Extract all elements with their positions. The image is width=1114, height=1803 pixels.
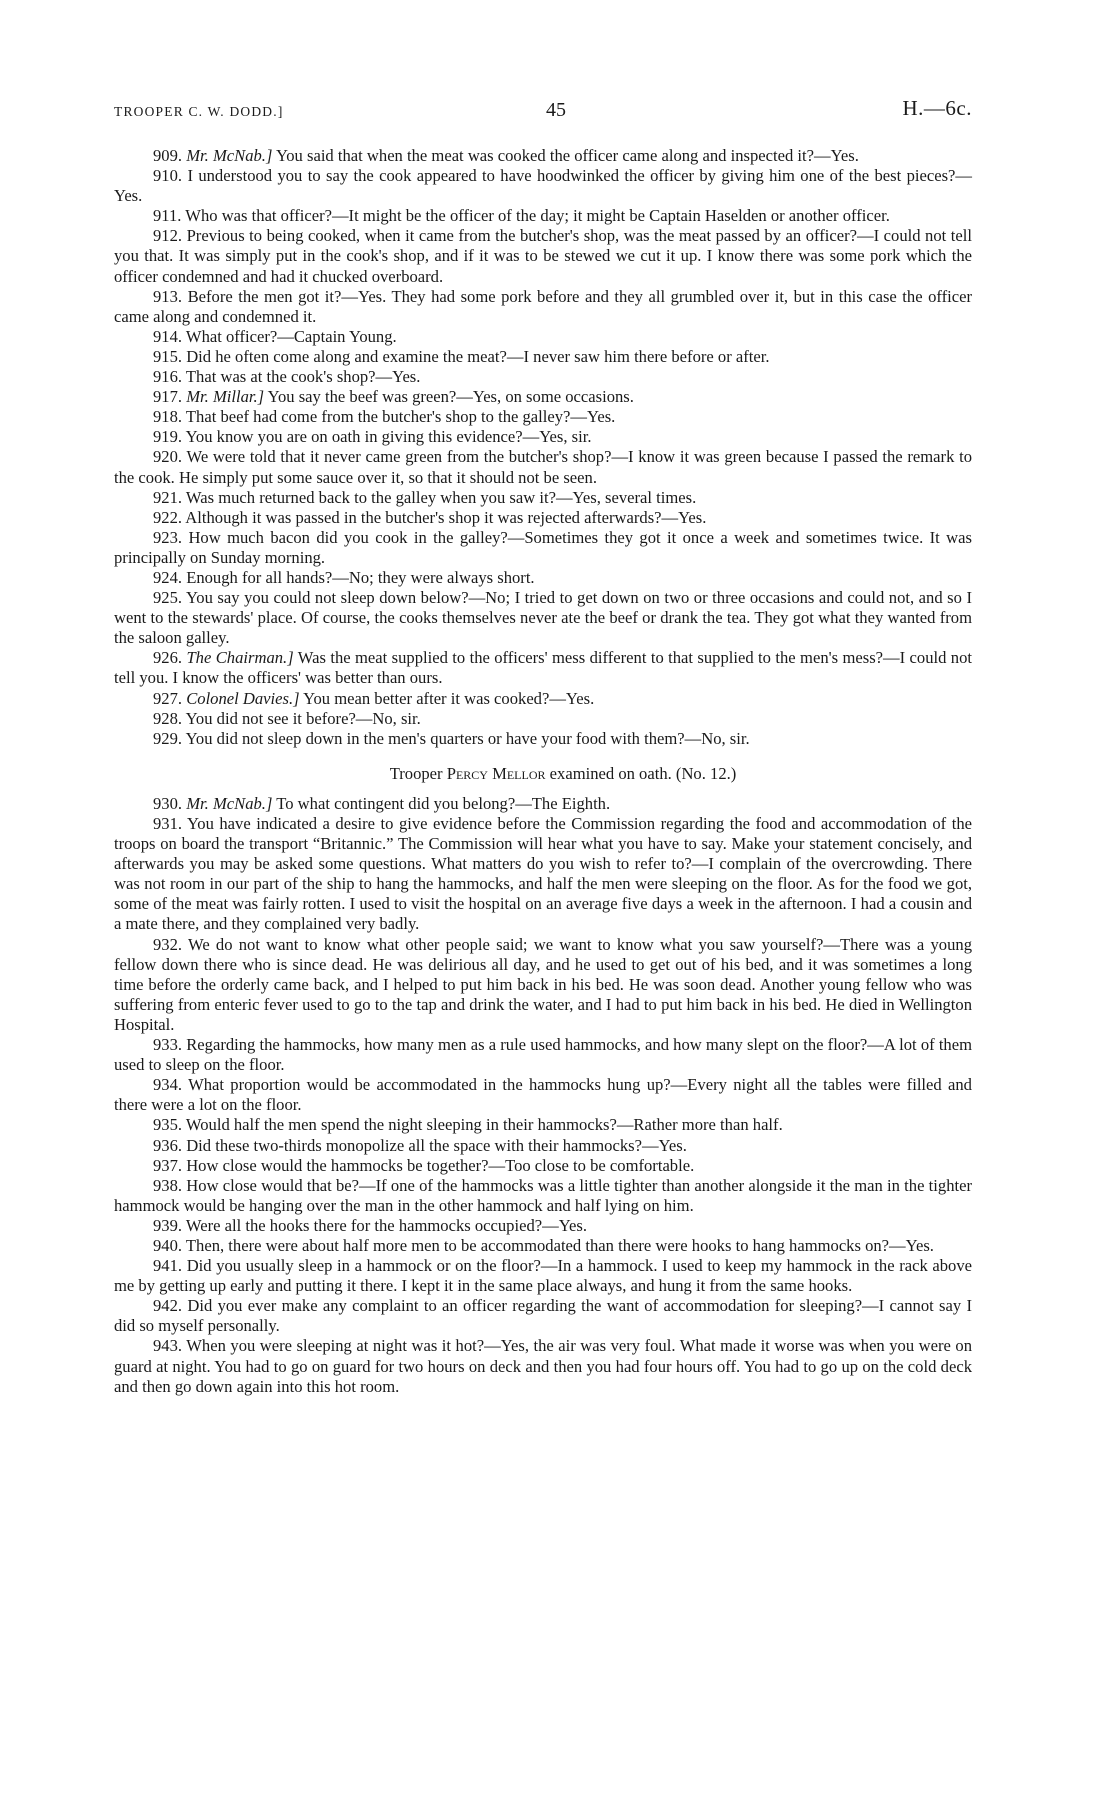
question-paragraph bbox=[114, 648, 972, 688]
question-number: 917. bbox=[153, 387, 183, 407]
question-number: 909. bbox=[153, 146, 183, 165]
question-paragraph bbox=[114, 488, 972, 508]
question-text: Did you ever make any complaint to an officer regarding the want of accommodation for sleeping?—I cannot say I did so myself personally. bbox=[114, 1296, 972, 1336]
question-number: 911. bbox=[153, 206, 182, 226]
question-number: 929. bbox=[153, 728, 183, 748]
question-text: How close would the hammocks be together?—Too close to be comfortable. bbox=[186, 1155, 695, 1175]
question-text: How close would that be?—If one of the hammocks was a little tighter than another alongside it the man in the tighter hammock would be hanging over the man in the other hammock and half lying on him. bbox=[114, 1175, 972, 1215]
question-paragraph bbox=[114, 1075, 972, 1115]
question-paragraph bbox=[114, 226, 972, 286]
question-number: 915. bbox=[153, 346, 183, 366]
question-text: Then, there were about half more men to be accommodated than there were hooks to hang hammocks on?—Yes. bbox=[185, 1235, 934, 1255]
question-number: 928. bbox=[153, 708, 183, 728]
question-text: You did not sleep down in the men's quarters or have your food with them?—No, sir. bbox=[185, 728, 750, 748]
question-paragraph bbox=[114, 206, 972, 226]
question-number: 916. bbox=[153, 367, 183, 387]
question-text: You have indicated a desire to give evidence before the Commission regarding the food and accommodation of the troops on board the transport “Britannic.” The Commission will hear what you have to say. Make your statement concisely, and afterwards you may be asked some questions. What matters do you wish to refer to?—I complain of the overcrowding. There was not room in our part of the ship to hang the hammocks, and half the men were sleeping on the floor. As for the food we got, some of the meat was fairly rotten. I used to visit the hospital on an average five days a week in the afternoon. I had a cousin and a mate there, and they complained very badly. bbox=[114, 814, 972, 934]
speaker-name: Mr. Millar.] bbox=[186, 387, 265, 407]
page-header bbox=[114, 96, 972, 124]
question-number: 923. bbox=[153, 527, 183, 547]
question-number: 934. bbox=[153, 1075, 183, 1095]
question-paragraph bbox=[114, 508, 972, 528]
document-reference: H.—6c. bbox=[902, 96, 972, 120]
question-text: When you were sleeping at night was it hot?—Yes, the air was very foul. What made it worse was when you were on guard at night. You had to go on guard for two hours on deck and then you had four hours off. You had to go up on the cold deck and then go down again into this hot room. bbox=[114, 1336, 972, 1396]
question-number: 924. bbox=[153, 567, 183, 587]
question-text: Was the meat supplied to the officers' mess different to that supplied to the men's mess?—I could not tell you. I know the officers' was better than ours. bbox=[114, 648, 973, 688]
question-number: 912. bbox=[153, 226, 183, 246]
question-text: What proportion would be accommodated in the hammocks hung up?—Every night all the tables were filled and there were a lot on the floor. bbox=[114, 1075, 972, 1115]
question-paragraph bbox=[114, 1156, 972, 1176]
question-paragraph bbox=[114, 528, 972, 568]
question-text: How much bacon did you cook in the galley?—Sometimes they got it once a week and sometimes twice. It was principally on Sunday morning. bbox=[114, 527, 972, 567]
question-text: You say you could not sleep down below?—No; I tried to get down on two or three occasions and could not, and so I went to the stewards' place. Of course, the cooks themselves never ate the beef or drank the tea. They got what they wanted from the saloon galley. bbox=[114, 588, 972, 648]
question-number: 940. bbox=[153, 1235, 183, 1255]
question-paragraph bbox=[114, 935, 972, 1035]
question-number: 933. bbox=[153, 1035, 183, 1055]
question-number: 936. bbox=[153, 1135, 183, 1155]
question-paragraph bbox=[114, 1176, 972, 1216]
question-paragraph bbox=[114, 287, 972, 327]
question-paragraph bbox=[114, 387, 972, 407]
question-text: Regarding the hammocks, how many men as a rule used hammocks, and how many slept on the floor?—A lot of them used to sleep on the floor. bbox=[114, 1035, 972, 1075]
question-text: I understood you to say the cook appeared to have hoodwinked the officer by giving him one of the best pieces?—Yes. bbox=[114, 166, 973, 206]
question-paragraph bbox=[114, 1035, 972, 1075]
question-number: 939. bbox=[153, 1215, 183, 1235]
question-paragraph bbox=[114, 327, 972, 347]
question-text: That beef had come from the butcher's shop to the galley?—Yes. bbox=[185, 407, 616, 427]
question-paragraph bbox=[114, 447, 972, 487]
question-paragraph bbox=[114, 146, 972, 166]
question-text: Previous to being cooked, when it came from the butcher's shop, was the meat passed by an officer?—I could not tell you that. It was simply put in the cook's shop, and if it was to be stewed we cut it up. I know there was some pork which the officer condemned and had it chucked overboard. bbox=[114, 226, 972, 286]
question-text: That was at the cook's shop?—Yes. bbox=[185, 367, 421, 387]
question-number: 926. bbox=[153, 648, 183, 668]
question-paragraph bbox=[114, 407, 972, 427]
question-paragraph bbox=[114, 367, 972, 387]
question-paragraph bbox=[114, 166, 972, 206]
question-number: 919. bbox=[153, 427, 183, 447]
question-text: You mean better after it was cooked?—Yes. bbox=[299, 688, 595, 708]
question-number: 937. bbox=[153, 1155, 183, 1175]
question-number: 920. bbox=[153, 447, 183, 467]
witness-name: Percy Mellor bbox=[446, 763, 546, 783]
question-number: 921. bbox=[153, 487, 183, 507]
question-text: You say the beef was green?—Yes, on some occasions. bbox=[264, 387, 634, 407]
question-paragraph bbox=[114, 794, 972, 814]
question-paragraph bbox=[114, 1216, 972, 1236]
question-text: What officer?—Captain Young. bbox=[185, 326, 397, 346]
question-number: 938. bbox=[153, 1175, 183, 1195]
question-paragraph bbox=[114, 1136, 972, 1156]
question-paragraph bbox=[114, 729, 972, 749]
question-number: 913. bbox=[153, 286, 183, 306]
question-paragraph bbox=[114, 1256, 972, 1296]
question-text: Did he often come along and examine the meat?—I never saw him there before or after. bbox=[186, 346, 770, 366]
question-text: Were all the hooks there for the hammocks occupied?—Yes. bbox=[185, 1215, 588, 1235]
page-number: 45 bbox=[546, 99, 566, 121]
question-paragraph bbox=[114, 427, 972, 447]
question-paragraph bbox=[114, 1236, 972, 1256]
question-paragraph bbox=[114, 1296, 972, 1336]
question-text: Did you usually sleep in a hammock or on the floor?—In a hammock. I used to keep my hammock in the rack above me by getting up early and putting it there. I kept it in the same place always, and hung it from the same hooks. bbox=[114, 1256, 972, 1296]
question-text: Did these two-thirds monopolize all the space with their hammocks?—Yes. bbox=[186, 1135, 687, 1155]
speaker-name: Mr. McNab.] bbox=[186, 793, 273, 813]
question-number: 918. bbox=[153, 407, 183, 427]
question-paragraph bbox=[114, 709, 972, 729]
testimony-mellor bbox=[114, 794, 972, 1397]
speaker-name: Mr. McNab.] bbox=[186, 146, 273, 165]
section-heading bbox=[114, 764, 972, 784]
heading-suffix: examined on oath. (No. 12.) bbox=[545, 763, 737, 783]
question-text: Was much returned back to the galley when you saw it?—Yes, several times. bbox=[185, 487, 697, 507]
question-paragraph bbox=[114, 814, 972, 935]
question-paragraph bbox=[114, 1115, 972, 1135]
question-paragraph bbox=[114, 588, 972, 648]
heading-prefix: Trooper bbox=[389, 763, 447, 783]
question-number: 943. bbox=[153, 1336, 183, 1356]
question-number: 927. bbox=[153, 688, 183, 708]
question-number: 930. bbox=[153, 793, 183, 813]
speaker-name: Colonel Davies.] bbox=[186, 688, 300, 708]
speaker-name: The Chairman.] bbox=[186, 648, 294, 668]
question-paragraph bbox=[114, 1336, 972, 1396]
testimony-dodd bbox=[114, 146, 972, 749]
question-paragraph bbox=[114, 689, 972, 709]
question-text: We were told that it never came green from the butcher's shop?—I know it was green because I passed the remark to the cook. He simply put some sauce over it, so that it should not be seen. bbox=[114, 447, 972, 487]
question-text: Would half the men spend the night sleeping in their hammocks?—Rather more than half. bbox=[185, 1115, 783, 1135]
question-text: Enough for all hands?—No; they were always short. bbox=[186, 567, 535, 587]
question-text: Although it was passed in the butcher's shop it was rejected afterwards?—Yes. bbox=[185, 507, 707, 527]
question-paragraph bbox=[114, 347, 972, 367]
question-number: 910. bbox=[153, 166, 183, 186]
running-head: TROOPER C. W. DODD.] bbox=[114, 104, 284, 119]
question-text: We do not want to know what other people said; we want to know what you saw yourself?—There was a young fellow down there who is since dead. He was delirious all day, and he used to get out of his bed, and it was sometimes a long time before the orderly came back, and I helped to put him back in his bed. He was soon dead. Another young fellow who was suffering from enteric fever used to go to the tap and drink the water, and I had to put him back in his bed. He died in Wellington Hospital. bbox=[114, 934, 972, 1034]
question-text: Who was that officer?—It might be the officer of the day; it might be Captain Haselden or another officer. bbox=[185, 206, 890, 226]
question-number: 935. bbox=[153, 1115, 183, 1135]
question-text: You know you are on oath in giving this evidence?—Yes, sir. bbox=[185, 427, 592, 447]
question-text: You did not see it before?—No, sir. bbox=[185, 708, 421, 728]
question-number: 914. bbox=[153, 326, 183, 346]
question-text: You said that when the meat was cooked the officer came along and inspected it?—Yes. bbox=[272, 146, 859, 165]
question-text: Before the men got it?—Yes. They had some pork before and they all grumbled over it, but in this case the officer came along and condemned it. bbox=[114, 286, 972, 326]
question-text: To what contingent did you belong?—The Eighth. bbox=[272, 793, 611, 813]
question-number: 922. bbox=[153, 507, 183, 527]
question-number: 941. bbox=[153, 1256, 183, 1276]
question-number: 931. bbox=[153, 814, 183, 833]
question-number: 925. bbox=[153, 588, 183, 608]
question-number: 932. bbox=[153, 934, 183, 954]
question-number: 942. bbox=[153, 1296, 183, 1316]
question-paragraph bbox=[114, 568, 972, 588]
